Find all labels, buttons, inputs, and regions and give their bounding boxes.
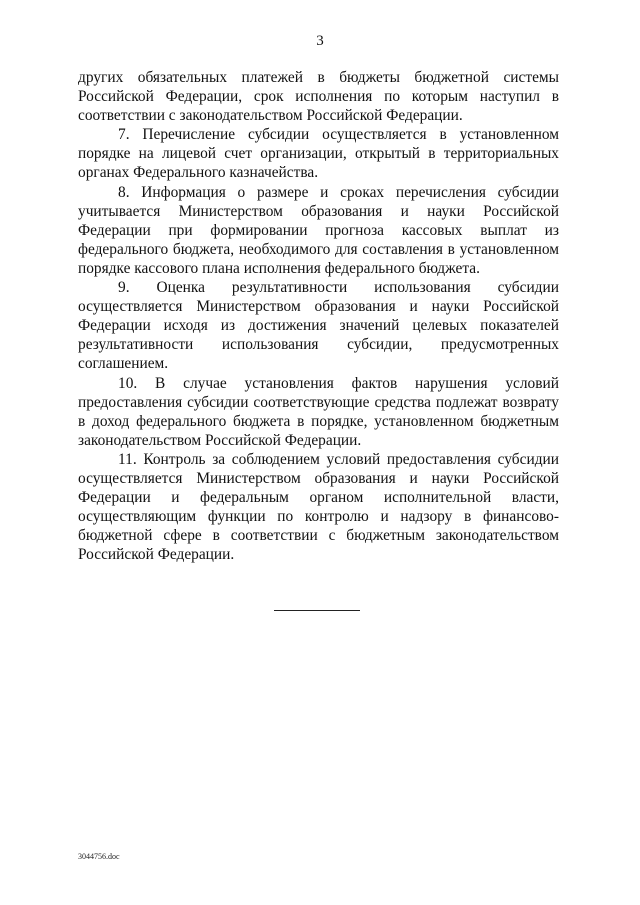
paragraph-item-9: 9. Оценка результативности использования субсидии осуществляется Министерством образования и науки Российской Федерации исходя из достижения значений целевых показателей результативности использования субсидии, предусмотренных соглашением. (78, 279, 559, 373)
paragraph-item-11: 11. Контроль за соблюдением условий предоставления субсидии осуществляется Министерством образования и науки Российской Федерации и федеральным органом исполнительной власти, осуществляющим функции по контролю и надзору в финансово-бюджетной сфере в соответствии с бюджетным законодательством Российской Федерации. (78, 450, 559, 564)
paragraph-item-8: 8. Информация о размере и сроках перечисления субсидии учитывается Министерством образования и науки Российской Федерации при формировании прогноза кассовых выплат из федерального бюджета, необходимого для составления в установленном порядке кассового плана исполнения федерального бюджета. (78, 183, 559, 277)
paragraph-item-10: 10. В случае установления фактов нарушения условий предоставления субсидии соответствующие средства подлежат возврату в доход федерального бюджета в порядке, установленном бюджетным законодательством Российской Федерации. (78, 374, 559, 449)
paragraph-item-7: 7. Перечисление субсидии осуществляется в установленном порядке на лицевой счет организации, открытый в территориальных органах Федерального казначейства. (78, 126, 559, 182)
end-of-document-rule (274, 610, 360, 611)
document-body (78, 68, 559, 564)
page-number: 3 (316, 33, 324, 49)
paragraph-continuation: других обязательных платежей в бюджеты бюджетной системы Российской Федерации, срок исполнения по которым наступил в соответствии с законодательством Российской Федерации. (78, 69, 559, 125)
footer-filename: 3044756.doc (78, 852, 120, 861)
